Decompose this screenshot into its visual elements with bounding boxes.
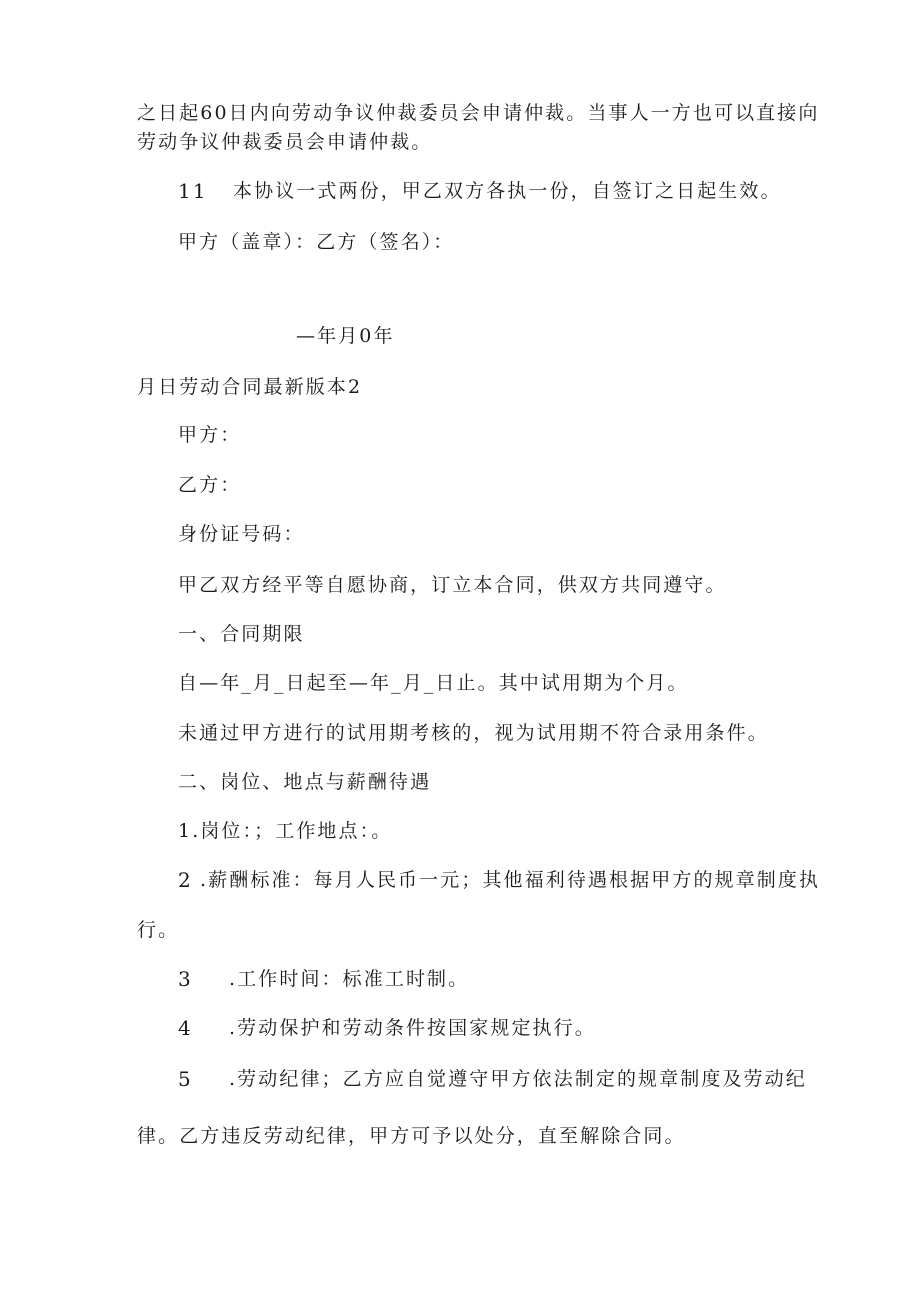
paragraph-line: 未通过甲方进行的试用期考核的，视为试用期不符合录用条件。 — [178, 722, 769, 744]
clause-number — [178, 868, 193, 893]
paragraph-line: 之日起60日内向劳动争议仲裁委员会申请仲裁。当事人一方也可以直接向 — [137, 102, 820, 124]
section-heading: 一、合同期限 — [178, 623, 305, 645]
party-b-label: 乙方： — [178, 474, 242, 496]
paragraph-line: 1.岗位：；工作地点：。 — [178, 820, 393, 842]
clause-text: .劳动保护和劳动条件按国家规定执行。 — [229, 1017, 596, 1039]
clause-index: 3 — [178, 967, 193, 991]
signature-line: 甲方（盖章）：乙方（签名）： — [178, 231, 455, 253]
document-title: 月日劳动合同最新版本2 — [137, 376, 363, 398]
section-heading: 二、岗位、地点与薪酬待遇 — [178, 771, 432, 793]
clause-text: 本协议一式两份，甲乙双方各执一份，自签订之日起生效。 — [233, 180, 782, 202]
clause-index: 2 — [178, 868, 193, 892]
clause-number — [178, 1067, 193, 1092]
clause-index: 11 — [178, 179, 208, 203]
paragraph-line: 自—年_月_日起至—年_月_日止。其中试用期为个月。 — [178, 672, 689, 694]
party-a-label: 甲方： — [178, 424, 242, 446]
paragraph-line: 律。乙方违反劳动纪律，甲方可予以处分，直至解除合同。 — [137, 1125, 686, 1147]
paragraph-line: 劳动争议仲裁委员会申请仲裁。 — [137, 131, 433, 153]
id-number-label: 身份证号码： — [178, 523, 305, 545]
clause-text: .工作时间：标准工时制。 — [229, 968, 470, 990]
paragraph-line: 甲乙双方经平等自愿协商，订立本合同，供双方共同遵守。 — [178, 574, 727, 596]
clause-text: .劳动纪律；乙方应自觉遵守甲方依法制定的规章制度及劳动纪 — [229, 1068, 807, 1090]
clause-index: 5 — [178, 1067, 193, 1091]
clause-text: .薪酬标准：每月人民币一元；其他福利待遇根据甲方的规章制度执 — [200, 869, 821, 891]
date-line: —年月0年 — [296, 325, 395, 347]
clause-number — [178, 1016, 193, 1041]
clause-number — [178, 179, 208, 204]
paragraph-line: 行。 — [137, 919, 180, 941]
clause-number — [178, 967, 193, 992]
clause-index: 4 — [178, 1016, 193, 1040]
